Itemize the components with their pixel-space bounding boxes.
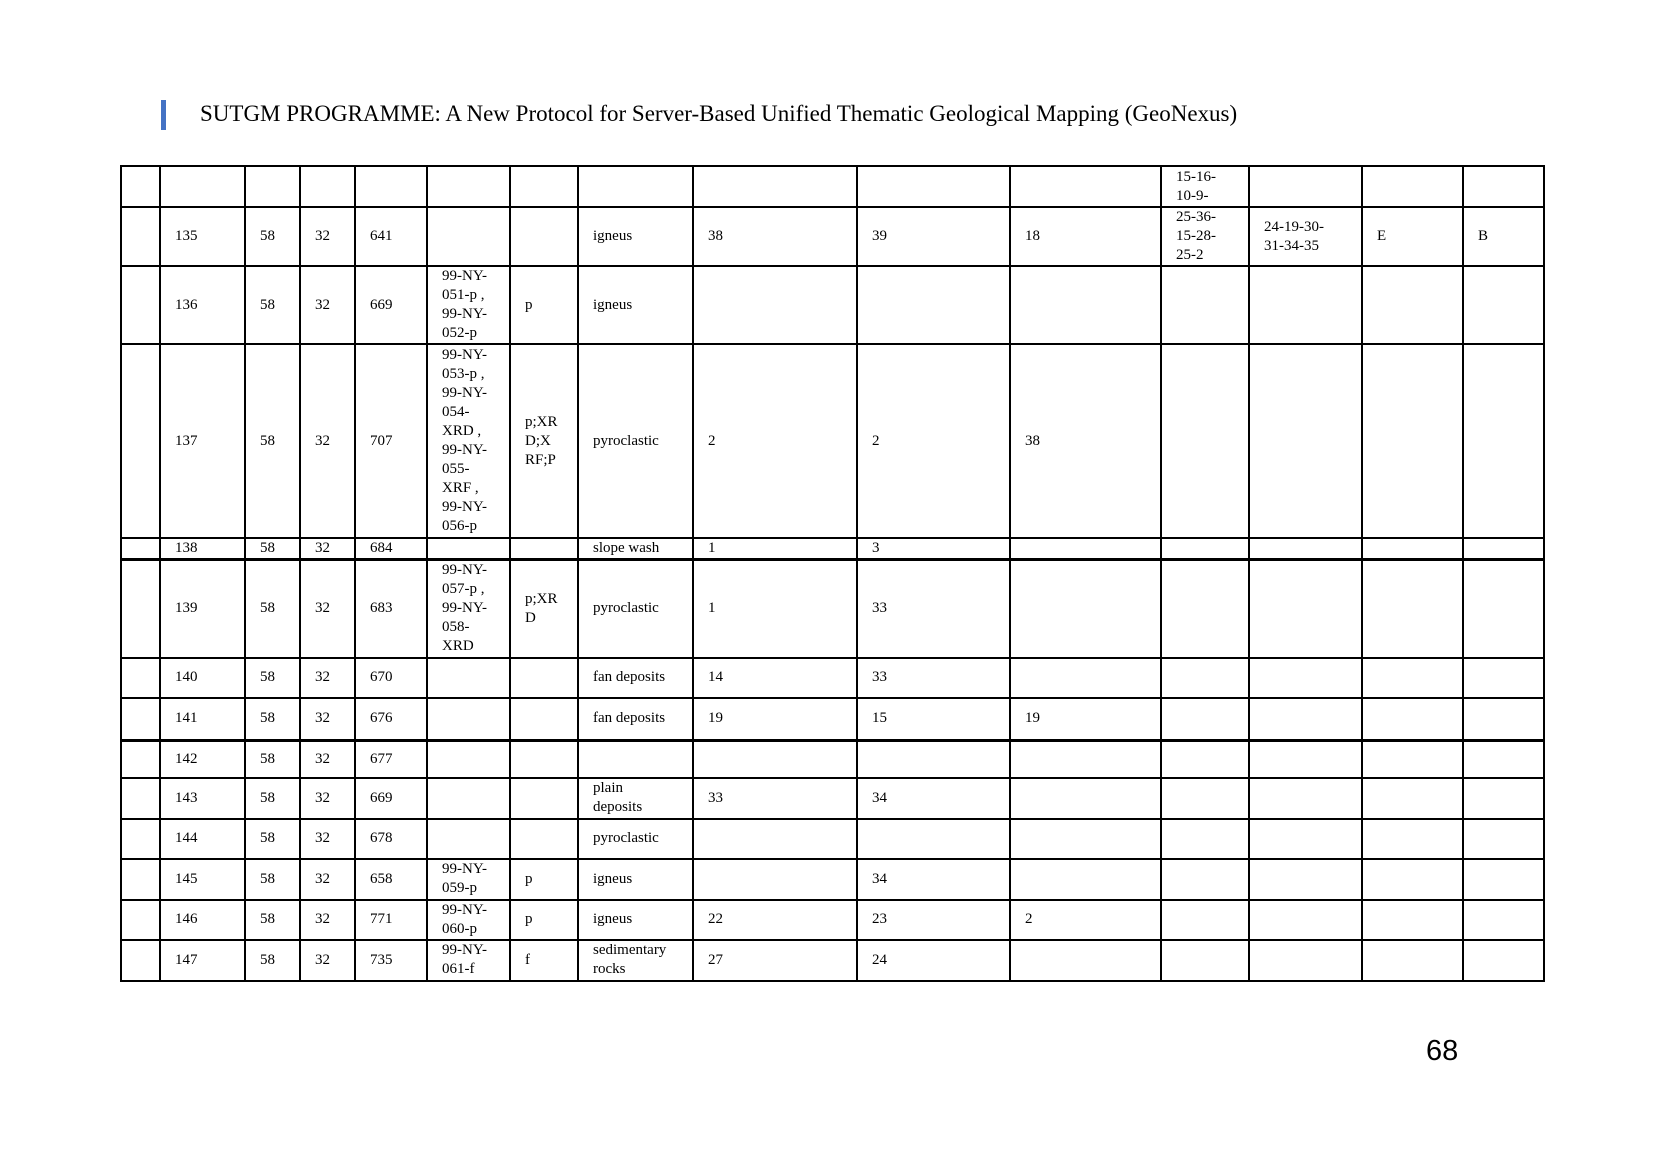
table-cell: 24-19-30- 31-34-35: [1249, 207, 1362, 266]
table-cell: [1010, 166, 1161, 207]
table-cell: [510, 538, 578, 560]
table-cell: 140: [160, 658, 245, 698]
table-cell: 677: [355, 741, 427, 778]
table-cell: pyroclastic: [578, 344, 693, 538]
table-cell: [1463, 344, 1544, 538]
table-cell: 58: [245, 266, 300, 344]
table-cell: 138: [160, 538, 245, 560]
table-cell: [1463, 859, 1544, 900]
table-cell: plain deposits: [578, 778, 693, 819]
table-cell: 19: [1010, 698, 1161, 741]
table-cell: 735: [355, 940, 427, 981]
table-cell: [693, 819, 857, 859]
table-cell: [1463, 741, 1544, 778]
data-table: [120, 165, 1545, 982]
table-cell: [1463, 538, 1544, 560]
table-cell: f: [510, 940, 578, 981]
header-accent-bar: [161, 100, 166, 130]
table-cell: [1010, 819, 1161, 859]
table-cell: 3: [857, 538, 1010, 560]
table-cell: 669: [355, 266, 427, 344]
table-cell: 25-36- 15-28- 25-2: [1161, 207, 1249, 266]
table-cell: 146: [160, 900, 245, 940]
table-cell: [1010, 658, 1161, 698]
table-cell: [1161, 560, 1249, 658]
table-cell: 99-NY- 053-p , 99-NY- 054- XRD , 99-NY- 055- XRF , 99-NY- 056-p: [427, 344, 510, 538]
table-cell: [1362, 560, 1463, 658]
table-cell: [1161, 940, 1249, 981]
table-row: [121, 266, 1544, 344]
table-cell: 58: [245, 741, 300, 778]
table-cell: igneus: [578, 859, 693, 900]
table-cell: [1362, 778, 1463, 819]
table-cell: 147: [160, 940, 245, 981]
table-cell: 32: [300, 698, 355, 741]
table-cell: [1249, 900, 1362, 940]
table-row: [121, 778, 1544, 819]
table-cell: [121, 819, 160, 859]
table-cell: [427, 658, 510, 698]
table-cell: p;XR D: [510, 560, 578, 658]
table-cell: 34: [857, 778, 1010, 819]
table-cell: 58: [245, 859, 300, 900]
table-cell: 2: [693, 344, 857, 538]
table-cell: [121, 940, 160, 981]
table-cell: [1161, 658, 1249, 698]
table-cell: [510, 819, 578, 859]
table-cell: [121, 166, 160, 207]
table-cell: [427, 741, 510, 778]
table-cell: [1362, 819, 1463, 859]
table-cell: [510, 698, 578, 741]
table-cell: p: [510, 859, 578, 900]
table-cell: [355, 166, 427, 207]
table-cell: [857, 266, 1010, 344]
table-cell: 58: [245, 698, 300, 741]
table-cell: 58: [245, 900, 300, 940]
table-cell: 32: [300, 538, 355, 560]
table-cell: [121, 859, 160, 900]
table-cell: 1: [693, 560, 857, 658]
table-cell: 32: [300, 940, 355, 981]
table-cell: [427, 538, 510, 560]
table-cell: [1249, 344, 1362, 538]
table-cell: 707: [355, 344, 427, 538]
table-cell: 39: [857, 207, 1010, 266]
table-cell: 144: [160, 819, 245, 859]
table-cell: 99-NY- 059-p: [427, 859, 510, 900]
table-cell: [121, 538, 160, 560]
table-cell: [1362, 344, 1463, 538]
table-cell: [1463, 658, 1544, 698]
table-cell: 32: [300, 560, 355, 658]
table-cell: p: [510, 266, 578, 344]
table-cell: slope wash: [578, 538, 693, 560]
table-row: [121, 658, 1544, 698]
table-row: [121, 741, 1544, 778]
table-cell: [1362, 266, 1463, 344]
table-cell: [1249, 266, 1362, 344]
table-cell: [1362, 658, 1463, 698]
table-cell: [1161, 538, 1249, 560]
table-cell: 2: [1010, 900, 1161, 940]
table-cell: igneus: [578, 207, 693, 266]
table-cell: fan deposits: [578, 658, 693, 698]
table-cell: [1362, 859, 1463, 900]
table-cell: [300, 166, 355, 207]
table-cell: 58: [245, 560, 300, 658]
table-cell: [1249, 859, 1362, 900]
table-cell: [578, 741, 693, 778]
table-row: [121, 900, 1544, 940]
table-cell: B: [1463, 207, 1544, 266]
table-cell: 141: [160, 698, 245, 741]
table-cell: [1463, 819, 1544, 859]
table-cell: [1249, 940, 1362, 981]
table-cell: [578, 166, 693, 207]
table-cell: [1010, 778, 1161, 819]
table-cell: 670: [355, 658, 427, 698]
table-cell: [1362, 166, 1463, 207]
table-cell: p: [510, 900, 578, 940]
table-cell: 23: [857, 900, 1010, 940]
table-cell: 32: [300, 344, 355, 538]
table-cell: [1010, 560, 1161, 658]
table-cell: [1249, 741, 1362, 778]
table-row: [121, 344, 1544, 538]
table-cell: 145: [160, 859, 245, 900]
table-cell: 143: [160, 778, 245, 819]
table-cell: E: [1362, 207, 1463, 266]
table-cell: 38: [693, 207, 857, 266]
table-row: [121, 940, 1544, 981]
table-cell: [1249, 166, 1362, 207]
table-cell: 99-NY- 057-p , 99-NY- 058- XRD: [427, 560, 510, 658]
table-cell: [160, 166, 245, 207]
table-cell: sedimentary rocks: [578, 940, 693, 981]
table-cell: [1362, 698, 1463, 741]
table-cell: [1362, 538, 1463, 560]
table-cell: 24: [857, 940, 1010, 981]
table-cell: 33: [693, 778, 857, 819]
table-cell: 2: [857, 344, 1010, 538]
table-cell: [245, 166, 300, 207]
table-cell: 142: [160, 741, 245, 778]
table-cell: [1362, 900, 1463, 940]
table-cell: 34: [857, 859, 1010, 900]
table-cell: [121, 741, 160, 778]
table-cell: [1161, 819, 1249, 859]
table-cell: 1: [693, 538, 857, 560]
table-cell: 676: [355, 698, 427, 741]
table-row: [121, 538, 1544, 560]
table-cell: [427, 698, 510, 741]
table-cell: [1463, 698, 1544, 741]
table-cell: 32: [300, 859, 355, 900]
table-cell: 58: [245, 344, 300, 538]
table-cell: 771: [355, 900, 427, 940]
table-cell: [1463, 266, 1544, 344]
table-cell: [1010, 266, 1161, 344]
table-cell: [121, 658, 160, 698]
table-cell: 683: [355, 560, 427, 658]
table-cell: [427, 207, 510, 266]
table-cell: [1249, 819, 1362, 859]
table-cell: [857, 741, 1010, 778]
table-cell: [427, 819, 510, 859]
table-cell: 18: [1010, 207, 1161, 266]
table-cell: [121, 344, 160, 538]
table-cell: [121, 900, 160, 940]
table-cell: [1463, 166, 1544, 207]
table-cell: [1463, 560, 1544, 658]
table-row: [121, 207, 1544, 266]
table-cell: 27: [693, 940, 857, 981]
table-cell: 678: [355, 819, 427, 859]
table-cell: [1161, 859, 1249, 900]
table-cell: 58: [245, 778, 300, 819]
table-cell: [121, 698, 160, 741]
table-cell: [1463, 940, 1544, 981]
table-cell: 137: [160, 344, 245, 538]
table-cell: 22: [693, 900, 857, 940]
table-cell: [693, 166, 857, 207]
table-cell: 669: [355, 778, 427, 819]
table-cell: [1161, 778, 1249, 819]
table-cell: 32: [300, 658, 355, 698]
table-cell: 58: [245, 658, 300, 698]
table-cell: 58: [245, 207, 300, 266]
table-cell: p;XR D;X RF;P: [510, 344, 578, 538]
table-cell: fan deposits: [578, 698, 693, 741]
table-cell: 658: [355, 859, 427, 900]
table-row: [121, 859, 1544, 900]
table-cell: 33: [857, 658, 1010, 698]
table-cell: [1463, 900, 1544, 940]
table-cell: 15-16- 10-9-: [1161, 166, 1249, 207]
table-cell: igneus: [578, 266, 693, 344]
table-cell: 32: [300, 207, 355, 266]
table-cell: [693, 859, 857, 900]
table-cell: [1463, 778, 1544, 819]
table-cell: [121, 778, 160, 819]
table-cell: [693, 741, 857, 778]
table-cell: 139: [160, 560, 245, 658]
table-cell: 99-NY- 061-f: [427, 940, 510, 981]
table-cell: 684: [355, 538, 427, 560]
table-cell: 32: [300, 741, 355, 778]
table-row: [121, 698, 1544, 741]
table-cell: [121, 266, 160, 344]
table-cell: [1161, 741, 1249, 778]
table-row: [121, 560, 1544, 658]
table-cell: 38: [1010, 344, 1161, 538]
table-cell: [857, 166, 1010, 207]
table-cell: [1249, 538, 1362, 560]
table-cell: [1249, 778, 1362, 819]
table-cell: [1010, 741, 1161, 778]
table-cell: [857, 819, 1010, 859]
table-cell: 15: [857, 698, 1010, 741]
table-cell: [1249, 658, 1362, 698]
table-cell: pyroclastic: [578, 819, 693, 859]
table-cell: [510, 778, 578, 819]
page-number: 68: [1426, 1035, 1459, 1067]
table-cell: 58: [245, 538, 300, 560]
table-cell: 19: [693, 698, 857, 741]
table-cell: 136: [160, 266, 245, 344]
table-cell: 58: [245, 819, 300, 859]
table-cell: 641: [355, 207, 427, 266]
table-cell: 32: [300, 778, 355, 819]
table-cell: [1362, 940, 1463, 981]
table-cell: [1161, 698, 1249, 741]
table-cell: [1249, 698, 1362, 741]
table-cell: 14: [693, 658, 857, 698]
table-cell: igneus: [578, 900, 693, 940]
table-cell: 32: [300, 819, 355, 859]
table-cell: 99-NY- 060-p: [427, 900, 510, 940]
table-cell: 135: [160, 207, 245, 266]
table-cell: [510, 741, 578, 778]
table-cell: [427, 778, 510, 819]
table-cell: [693, 266, 857, 344]
table-cell: [510, 166, 578, 207]
table-cell: [1161, 266, 1249, 344]
table-cell: [1161, 900, 1249, 940]
table-cell: [121, 207, 160, 266]
table-cell: [510, 207, 578, 266]
table-cell: [1010, 859, 1161, 900]
table-cell: 58: [245, 940, 300, 981]
table-cell: [510, 658, 578, 698]
table-row: [121, 166, 1544, 207]
table-row: [121, 819, 1544, 859]
table-cell: [121, 560, 160, 658]
table-cell: 99-NY- 051-p , 99-NY- 052-p: [427, 266, 510, 344]
table-cell: 32: [300, 900, 355, 940]
table-cell: [1249, 560, 1362, 658]
table-cell: 32: [300, 266, 355, 344]
table-cell: [1161, 344, 1249, 538]
table-cell: [1362, 741, 1463, 778]
table-cell: [1010, 940, 1161, 981]
table-cell: [1010, 538, 1161, 560]
page-header-title: SUTGM PROGRAMME: A New Protocol for Server-Based Unified Thematic Geological Mapping (GeoNexus): [200, 101, 1238, 126]
table-cell: [427, 166, 510, 207]
table-cell: pyroclastic: [578, 560, 693, 658]
table-cell: 33: [857, 560, 1010, 658]
